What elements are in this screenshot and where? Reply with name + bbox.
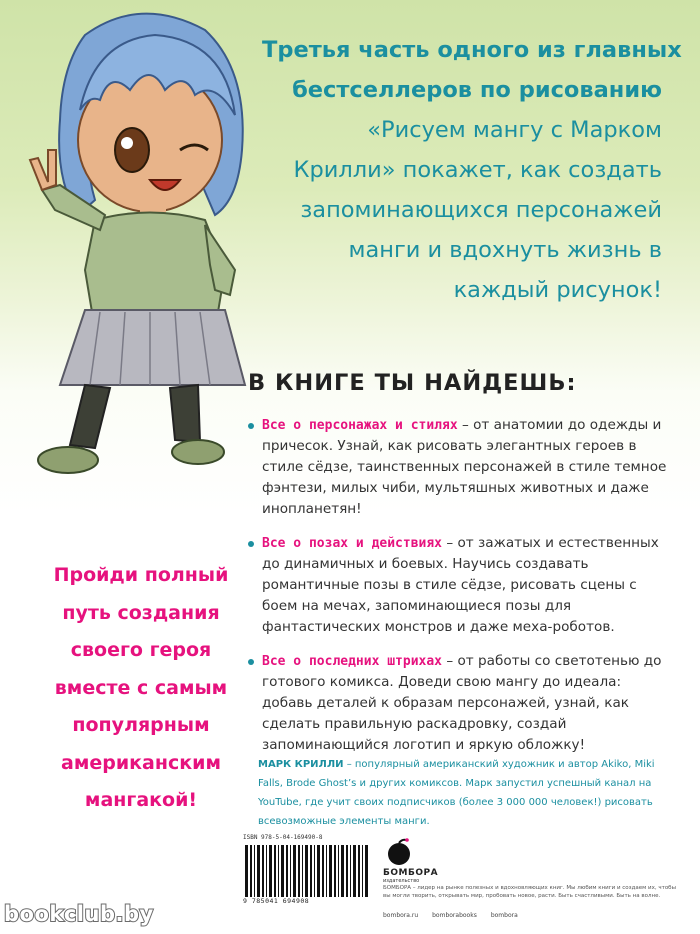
- publisher-info: БОМБОРА – лидер на рынке полезных и вдохновляющих книг. Мы любим книги и создаем их, чтобы вы могли творить, открывать мир, пробовать новое, расти. Быть счастливыми. Быть на волне.: [383, 885, 676, 899]
- callout-line: американским: [61, 751, 221, 774]
- barcode-icon: [243, 845, 371, 897]
- intro-line: каждый рисунок!: [453, 277, 662, 303]
- author-name: МАРК КРИЛЛИ: [258, 759, 344, 770]
- feature-item: [248, 533, 668, 638]
- intro-line: манги и вдохнуть жизнь в: [348, 237, 662, 263]
- feature-list: [248, 415, 668, 769]
- feature-text: – от зажатых и естественных до динамичных и боевых. Научись создавать романтичные позы в стиле сёдзе, рисовать сцены с боем на мечах, запоминающиеся позы для фантастических монстров и даже меха-роботов.: [262, 535, 659, 635]
- isbn-block: [243, 834, 371, 905]
- callout-line: вместе с самым: [54, 676, 228, 699]
- bullet-dot-icon: [248, 541, 254, 547]
- social-links: [383, 912, 518, 919]
- barcode-digits: 9 785041 694908: [243, 897, 310, 905]
- intro-line: Крилли» покажет, как создать: [293, 157, 662, 183]
- bullet-dot-icon: [248, 659, 254, 665]
- intro-line: Третья часть одного из главных: [262, 37, 682, 63]
- author-text: – популярный американский художник и автор Akiko, Miki Falls, Brode Ghost’s и других комиксов. Марк запустил успешный канал на YouTube, где учит своих подписчиков (более 3 000 000 человек!) рисовать всевозможные элементы манги.: [258, 759, 655, 827]
- callout-line: своего героя: [70, 639, 212, 661]
- intro-text: [262, 30, 682, 310]
- social-telegram[interactable]: bombora: [490, 912, 518, 919]
- publisher-sub: издательство: [383, 878, 420, 884]
- isbn-number: ISBN 978-5-04-169490-8: [243, 834, 323, 841]
- watermark: bookclub.by: [4, 902, 154, 926]
- section-heading: В КНИГЕ ТЫ НАЙДЕШЬ:: [248, 370, 577, 396]
- social-vk[interactable]: bomborabooks: [432, 912, 477, 919]
- callout-line: путь создания: [62, 601, 220, 624]
- callout-line: популярным: [72, 714, 210, 736]
- feature-text: – от анатомии до одежды и причесок. Узнай, как рисовать элегантных героев в стиле сёдзе, таинственных персонажей в стиле темное фэнтези, милых чиби, мультяшных животных и даже инопланетян!: [262, 417, 667, 517]
- author-bio: [258, 755, 676, 831]
- callout-line: Пройди полный: [53, 564, 229, 586]
- publisher-block: [383, 838, 473, 884]
- feature-item: [248, 415, 668, 520]
- bullet-dot-icon: [248, 423, 254, 429]
- intro-line: бестселлеров по рисованию: [292, 77, 662, 103]
- social-site[interactable]: bombora.ru: [383, 912, 419, 919]
- intro-line: «Рисуем мангу с Марком: [367, 117, 662, 143]
- feature-text: – от работы со светотенью до готового комикса. Доведи свою мангу до идеала: добавь деталей к образам персонажей, узнай, как сделать правильную раскадровку, создай запоминающийся логотип и яркую обложку!: [262, 653, 662, 753]
- feature-item: [248, 651, 668, 756]
- feature-lead: Все о персонажах и стилях: [262, 418, 458, 433]
- pink-callout: [36, 557, 246, 820]
- feature-lead: Все о последних штрихах: [262, 654, 443, 669]
- feature-lead: Все о позах и действиях: [262, 536, 443, 551]
- publisher-name: БОМБОРА: [383, 868, 439, 878]
- bombora-logo-icon: [383, 838, 415, 866]
- manga-girl-illustration: [0, 0, 262, 490]
- callout-line: мангакой!: [84, 789, 198, 811]
- intro-line: запоминающихся персонажей: [300, 197, 662, 223]
